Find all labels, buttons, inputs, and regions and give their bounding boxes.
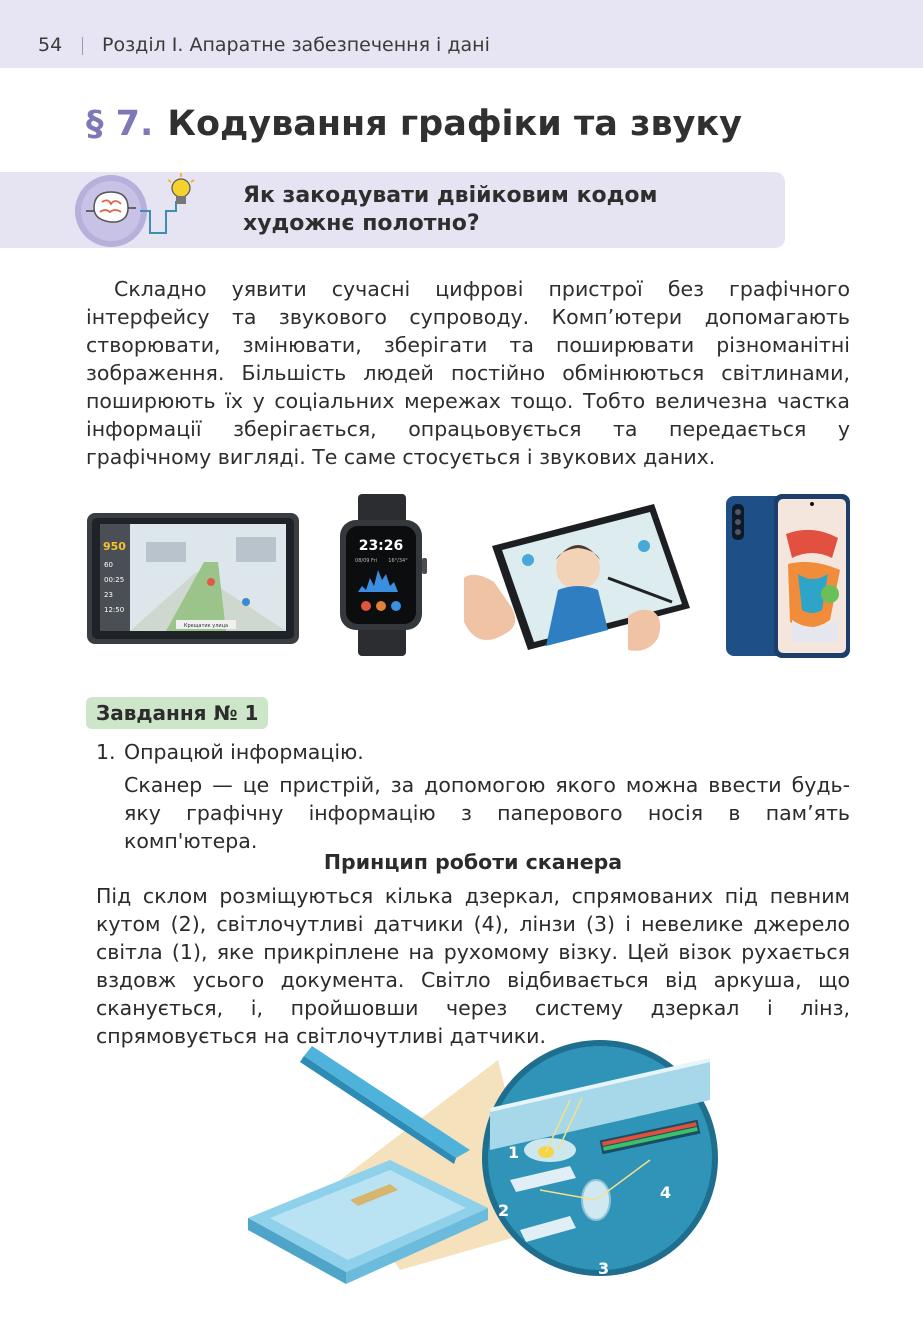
page-title [86, 104, 742, 144]
brain-lightbulb-icon [74, 170, 209, 252]
smartwatch-image [336, 494, 428, 656]
paragraph-number: § 7. [86, 104, 154, 144]
page-header [0, 0, 923, 68]
scanner-description: Під склом розміщуються кілька дзеркал, спрямованих під певним кутом (2), світлочутливі датчики (4), лінзи (3) і невелике джерело світла (1), яке прикріплене на рухомому візку. Цей візок рухається вздовж усього документа. Світло відбивається від аркуша, що сканується, і, пройшовши через систему дзеркал і лінз, спрямовується на світлочутливі датчики. [96, 884, 850, 1048]
devices-illustration [86, 494, 850, 659]
scanner-diagram-image [240, 1040, 720, 1285]
scanner-label-4: 4 [660, 1183, 672, 1202]
task-item [96, 738, 364, 766]
gps-row-3: 23 [104, 591, 113, 599]
scanner-label-3: 3 [598, 1259, 610, 1278]
task-item-number: 1. [96, 740, 116, 764]
page-number: 54 [38, 34, 63, 56]
gps-speed: 950 [103, 540, 126, 553]
gps-row-4: 12:50 [104, 606, 125, 614]
smartphone-image [726, 494, 850, 659]
scanner-label-2: 2 [498, 1201, 510, 1220]
task-item-text: Опрацюй інформацію. [124, 740, 364, 764]
gps-navigator-image [86, 512, 300, 645]
scanner-definition: Сканер — це пристрій, за допомогою якого можна ввести будь-яку графічну інформацію з паперового носія в пам’ять комп'ютера. [124, 773, 850, 853]
tablet-image [458, 498, 694, 656]
header-divider [82, 37, 83, 55]
gps-street-label: Крещатик улица [183, 623, 229, 629]
question-text: Як закодувати двійковим кодом художнє полотно? [243, 183, 658, 236]
gps-row-1: 60 [104, 561, 113, 569]
title-text: Кодування графіки та звуку [167, 104, 742, 144]
watch-temperature: 16°/34° [388, 558, 408, 564]
section-title: Розділ І. Апаратне забезпечення і дані [102, 34, 490, 56]
intro-text: Складно уявити сучасні цифрові пристрої без графічного інтерфейсу та звукового супроводу. Комп’ютери допомагають створювати, змінювати, зберігати та поширювати різноманітні зображення. Більшість людей постійно обмінюються світлинами, поширюють їх у соціальних мережах тощо. Тобто величезна частка інформації зберігається, опрацьовується та передається у графічному вигляді. Те саме стосується і звукових даних. [86, 277, 850, 469]
watch-date: 08/09 Fri [355, 558, 377, 564]
task-badge: Завдання № 1 [86, 697, 268, 729]
scanner-label-1: 1 [508, 1143, 520, 1162]
watch-time: 23:26 [358, 538, 404, 554]
intro-paragraph [86, 275, 850, 471]
scanner-subheading: Принцип роботи сканера [323, 850, 623, 874]
gps-row-2: 00:25 [104, 576, 125, 584]
